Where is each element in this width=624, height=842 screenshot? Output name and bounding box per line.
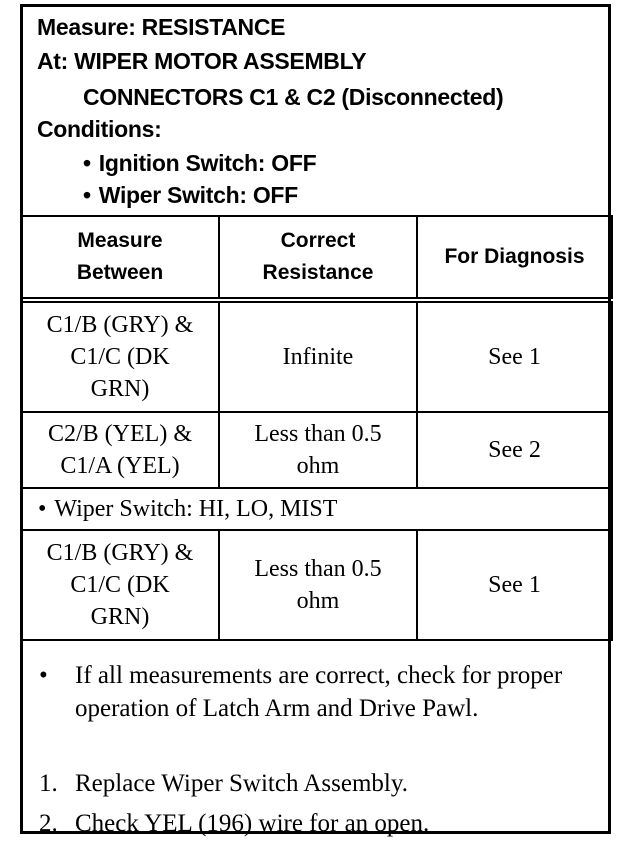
- table-row: [21, 530, 612, 640]
- location-detail: CONNECTORS C1 & C2 (Disconnected): [83, 84, 504, 110]
- note-item-text: Check YEL (196) wire for an open.: [75, 810, 430, 837]
- measurement-table: [20, 215, 613, 641]
- condition-ignition: • Ignition Switch: OFF: [83, 147, 316, 180]
- bullet-icon: •: [38, 496, 47, 522]
- table-header-row: [21, 216, 612, 300]
- resistance-cell: Infinite: [219, 300, 417, 412]
- resistance-test-sheet: [20, 4, 611, 837]
- measure-label: Measure: RESISTANCE: [37, 14, 286, 40]
- measure-between-cell: C1/B (GRY) & C1/C (DK GRN): [21, 300, 219, 412]
- test-header: [23, 7, 608, 215]
- table-row: [21, 300, 612, 412]
- conditions-label: Conditions:: [37, 116, 162, 142]
- note-item-text: Replace Wiper Switch Assembly.: [75, 770, 408, 797]
- col-for-diagnosis: For Diagnosis: [417, 216, 612, 300]
- bullet-icon: •: [39, 662, 48, 689]
- measure-between-cell: C1/B (GRY) & C1/C (DK GRN): [21, 530, 219, 640]
- condition-wiper: • Wiper Switch: OFF: [83, 179, 298, 212]
- note-bullet-text: If all measurements are correct, check for proper operation of Latch Arm and Drive Pawl.: [75, 662, 563, 722]
- condition-cell: • Wiper Switch: HI, LO, MIST: [21, 488, 612, 530]
- table-row: [21, 412, 612, 488]
- col-correct-resistance: Correct Resistance: [219, 216, 417, 300]
- diagnosis-cell: See 1: [417, 300, 612, 412]
- diagnosis-cell: See 1: [417, 530, 612, 640]
- resistance-cell: Less than 0.5 ohm: [219, 412, 417, 488]
- resistance-cell: Less than 0.5 ohm: [219, 530, 417, 640]
- diagnosis-cell: See 2: [417, 412, 612, 488]
- note-number: 1.: [39, 770, 58, 797]
- condition-row: [21, 488, 612, 530]
- col-measure-between: Measure Between: [21, 216, 219, 300]
- location-label: At: WIPER MOTOR ASSEMBLY: [37, 48, 367, 74]
- note-number: 2.: [39, 810, 58, 837]
- bullet-icon: •: [83, 150, 91, 176]
- measure-between-cell: C2/B (YEL) & C1/A (YEL): [21, 412, 219, 488]
- bullet-icon: •: [83, 182, 91, 208]
